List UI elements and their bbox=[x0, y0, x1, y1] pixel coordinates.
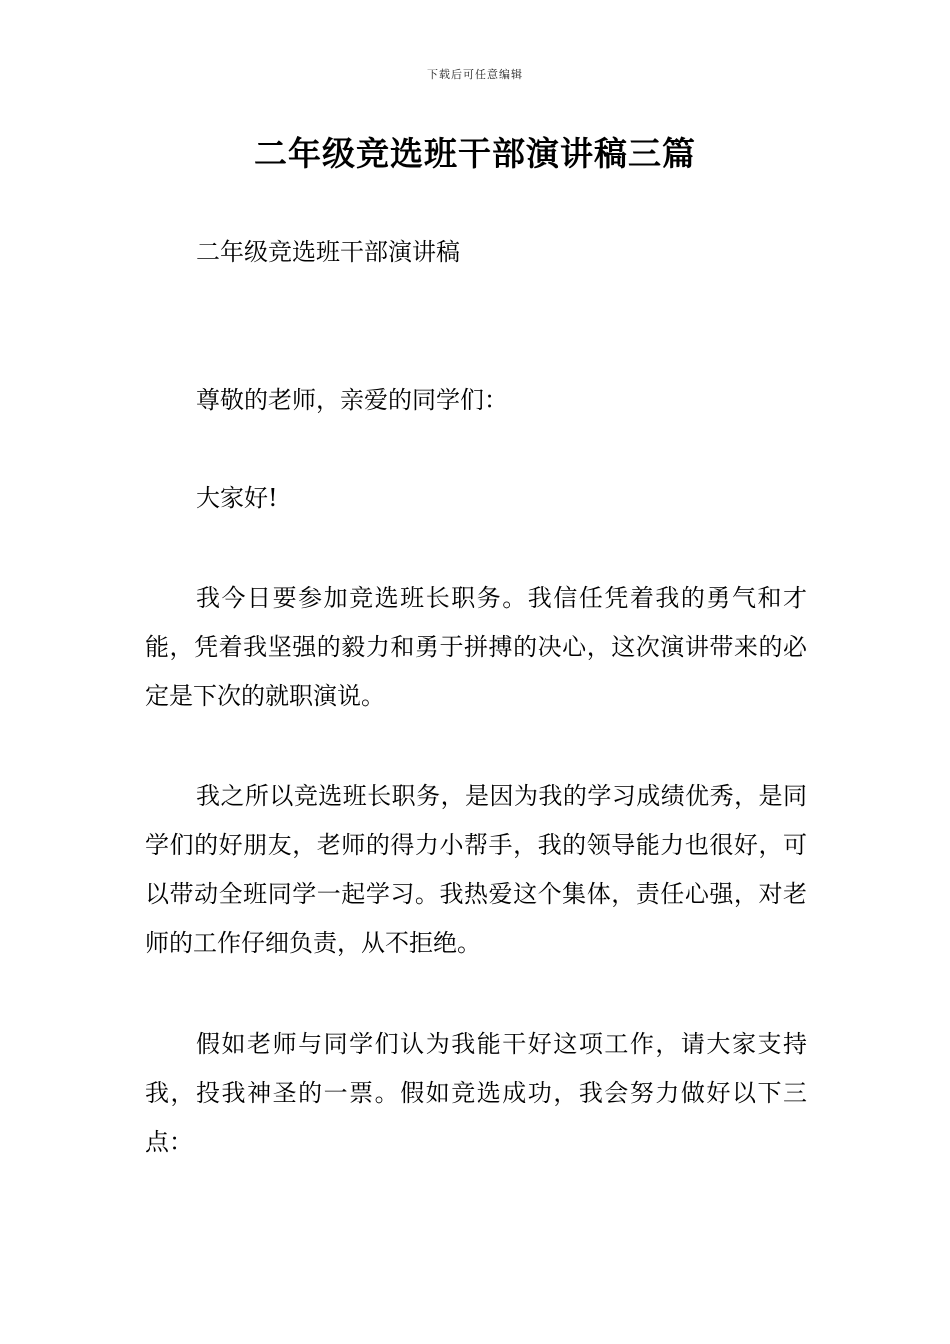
body-paragraph-1: 我今日要参加竞选班长职务。我信任凭着我的勇气和才能，凭着我坚强的毅力和勇于拼搏的决心，这次演讲带来的必定是下次的就职演说。 bbox=[145, 584, 807, 710]
document-title: 二年级竞选班干部演讲稿三篇 bbox=[254, 134, 696, 173]
header-note: 下载后可任意编辑 bbox=[427, 68, 523, 81]
body-paragraph-2: 我之所以竞选班长职务，是因为我的学习成绩优秀，是同学们的好朋友，老师的得力小帮手，我的领导能力也很好，可以带动全班同学一起学习。我热爱这个集体，责任心强，对老师的工作仔细负责，从不拒绝。 bbox=[145, 782, 807, 957]
document-subtitle: 二年级竞选班干部演讲稿 bbox=[196, 238, 460, 266]
hello-paragraph: 大家好! bbox=[196, 484, 278, 512]
greeting-paragraph: 尊敬的老师，亲爱的同学们： bbox=[196, 386, 508, 414]
body-paragraph-3: 假如老师与同学们认为我能干好这项工作，请大家支持我，投我神圣的一票。假如竞选成功，我会努力做好以下三点： bbox=[145, 1030, 807, 1156]
